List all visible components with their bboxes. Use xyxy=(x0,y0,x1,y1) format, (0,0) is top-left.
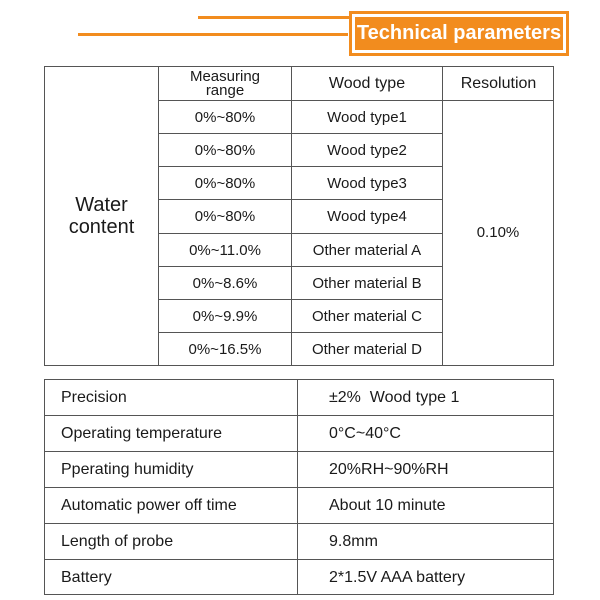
wood-type-cell: Wood type4 xyxy=(327,208,407,225)
wood-type-cell: Wood type3 xyxy=(327,174,407,192)
spec-value: 0°C~40°C xyxy=(329,425,401,442)
wood-type-cell: Wood type2 xyxy=(327,141,407,159)
range-cell: 0%~11.0% xyxy=(189,241,261,259)
wood-type-cell: Other material B xyxy=(312,274,422,292)
resolution-value: 0.10% xyxy=(476,224,520,241)
table-row xyxy=(45,415,553,452)
table-row xyxy=(45,380,553,416)
range-cell: 0%~80% xyxy=(194,141,256,159)
water-content-label: Water content xyxy=(68,194,135,238)
spec-value: 9.8mm xyxy=(329,533,378,550)
spec-value: 20%RH~90%RH xyxy=(329,461,449,478)
spec-value: About 10 minute xyxy=(329,497,446,514)
header-wood-type: Wood type xyxy=(328,74,406,92)
water-content-table xyxy=(44,66,554,366)
range-cell: 0%~80% xyxy=(194,108,256,126)
spec-value: 2*1.5V AAA battery xyxy=(329,569,466,586)
header-decor-line-top xyxy=(198,16,350,19)
header-decor-line-bottom xyxy=(78,33,348,36)
range-cell: 0%~80% xyxy=(194,174,256,192)
wood-type-cell: Wood type1 xyxy=(327,108,407,126)
range-cell: 0%~80% xyxy=(194,208,256,225)
table-row xyxy=(45,451,553,488)
spec-key: Pperating humidity xyxy=(61,461,194,478)
range-cell: 0%~8.6% xyxy=(192,274,258,292)
spec-key: Precision xyxy=(61,389,127,406)
spec-value: ±2% Wood type 1 xyxy=(329,389,460,406)
wood-type-cell: Other material C xyxy=(311,307,423,325)
page-title: Technical parameters xyxy=(355,17,563,50)
header-measuring-range: Measuring range xyxy=(189,67,261,99)
spec-key: Automatic power off time xyxy=(61,497,237,514)
spec-key: Length of probe xyxy=(61,533,174,550)
range-cell: 0%~16.5% xyxy=(188,340,262,358)
header-title-badge xyxy=(349,11,569,56)
header-resolution: Resolution xyxy=(460,74,537,92)
range-cell: 0%~9.9% xyxy=(192,307,258,325)
table-row xyxy=(45,559,553,596)
wood-type-cell: Other material D xyxy=(311,340,423,358)
table-row xyxy=(45,487,553,524)
spec-key: Battery xyxy=(61,569,112,586)
spec-table xyxy=(44,379,554,595)
wood-type-cell: Other material A xyxy=(312,241,422,259)
spec-key: Operating temperature xyxy=(61,425,222,442)
table-row xyxy=(45,523,553,560)
